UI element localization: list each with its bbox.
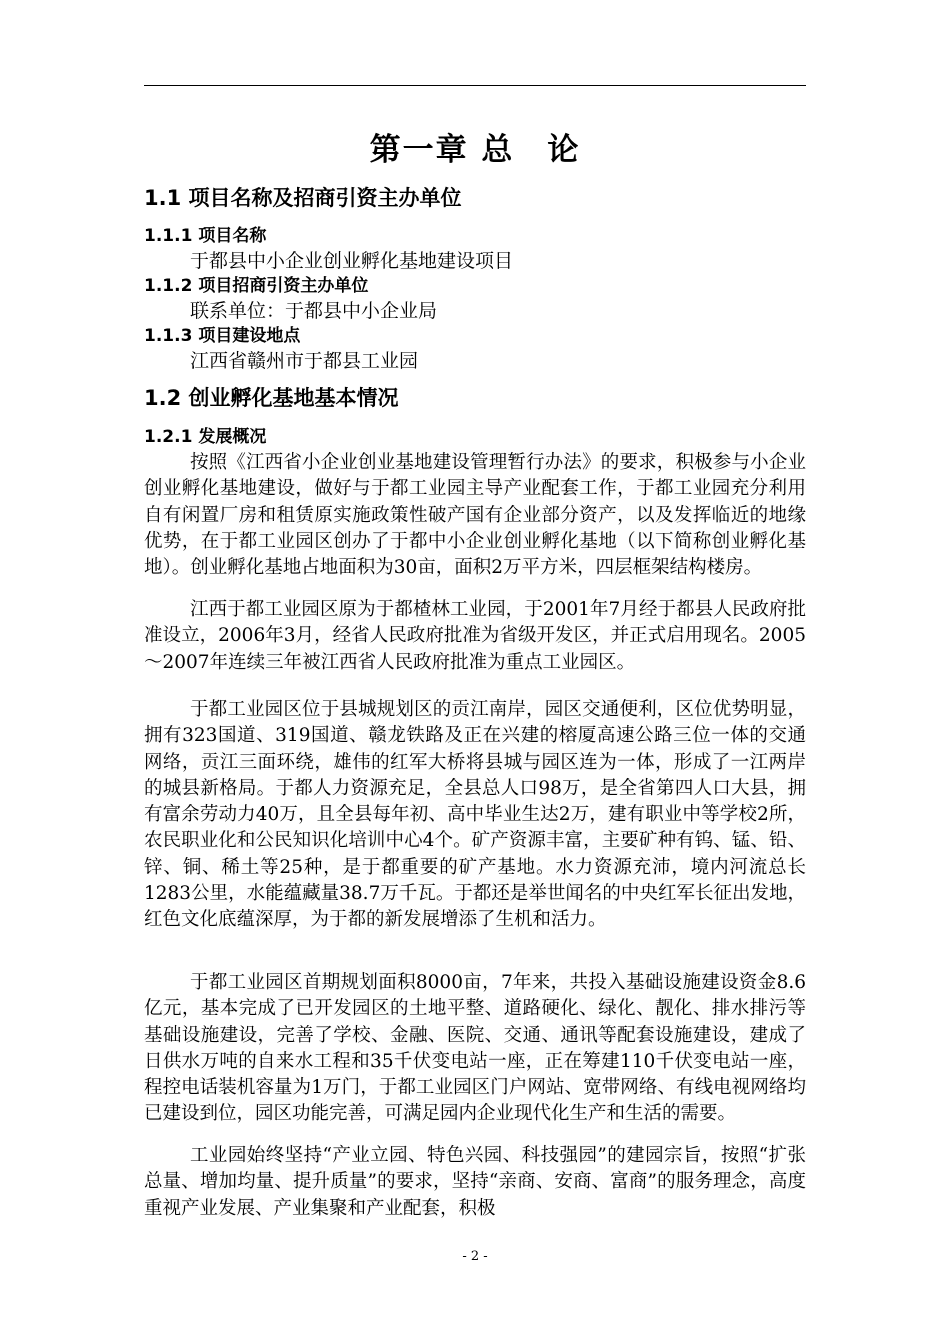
project-name-text: 于都县中小企业创业孵化基地建设项目 [190, 250, 514, 272]
body-paragraph: 工业园始终坚持“产业立园、特色兴园、科技强园”的建园宗旨，按照“扩张总量、增加均量、提升质量”的要求，坚持“亲商、安商、富商”的服务理念，高度重视产业发展、产业集聚和产业配套，积极 [144, 1145, 806, 1219]
page-number: - 2 - [462, 1249, 488, 1264]
section-1-2-heading: 1.2 创业孵化基地基本情况 [144, 386, 399, 410]
section-1-1-3-heading: 1.1.3 项目建设地点 [144, 326, 301, 346]
contact-unit-text: 联系单位：于都县中小企业局 [190, 300, 438, 322]
section-1-1-2-heading: 1.1.2 项目招商引资主办单位 [144, 276, 369, 296]
section-1-1-1-heading: 1.1.1 项目名称 [144, 226, 267, 246]
section-1-2-1-heading: 1.2.1 发展概况 [144, 427, 267, 447]
section-1-1-heading: 1.1 项目名称及招商引资主办单位 [144, 186, 462, 210]
chapter-title: 第一章 总 论 [369, 132, 581, 168]
body-paragraph: 江西于都工业园区原为于都楂林工业园，于2001年7月经于都县人民政府批准设立，2006年3月，经省人民政府批准为省级开发区，并正式启用现名。2005～2007年连续三年被江西省人民政府批准为重点工业园区。 [144, 599, 806, 673]
header-rule [144, 85, 806, 86]
body-paragraph: 于都工业园区首期规划面积8000亩，7年来，共投入基础设施建设资金8.6亿元，基本完成了已开发园区的土地平整、道路硬化、绿化、靓化、排水排污等基础设施建设，完善了学校、金融、医院、交通、通讯等配套设施建设，建成了日供水万吨的自来水工程和35千伏变电站一座，正在筹建110千伏变电站一座，程控电话装机容量为1万门，于都工业园区门户网站、宽带网络、有线电视网络均已建设到位，园区功能完善，可满足园内企业现代化生产和生活的需要。 [144, 972, 806, 1125]
site-location-text: 江西省赣州市于都县工业园 [190, 350, 419, 372]
body-paragraph: 于都工业园区位于县城规划区的贡江南岸，园区交通便利，区位优势明显，拥有323国道、319国道、赣龙铁路及正在兴建的榕厦高速公路三位一体的交通网络，贡江三面环绕，雄伟的红军大桥将县城与园区连为一体，形成了一江两岸的城县新格局。于都人力资源充足，全县总人口98万，是全省第四人口大县，拥有富余劳动力40万，且全县每年初、高中毕业生达2万，建有职业中等学校2所，农民职业化和公民知识化培训中心4个。矿产资源丰富，主要矿种有钨、锰、铅、锌、铜、稀土等25种，是于都重要的矿产基地。水力资源充沛，境内河流总长1283公里，水能蕴藏量38.7万千瓦。于都还是举世闻名的中央红军长征出发地，红色文化底蕴深厚，为于都的新发展增添了生机和活力。 [144, 699, 806, 931]
body-paragraph: 按照《江西省小企业创业基地建设管理暂行办法》的要求，积极参与小企业创业孵化基地建设，做好与于都工业园主导产业配套工作，于都工业园充分利用自有闲置厂房和租赁原实施政策性破产国有企业部分资产，以及发挥临近的地缘优势，在于都工业园区创办了于都中小企业创业孵化基地（以下简称创业孵化基地）。创业孵化基地占地面积为30亩，面积2万平方米，四层框架结构楼房。 [144, 452, 806, 579]
